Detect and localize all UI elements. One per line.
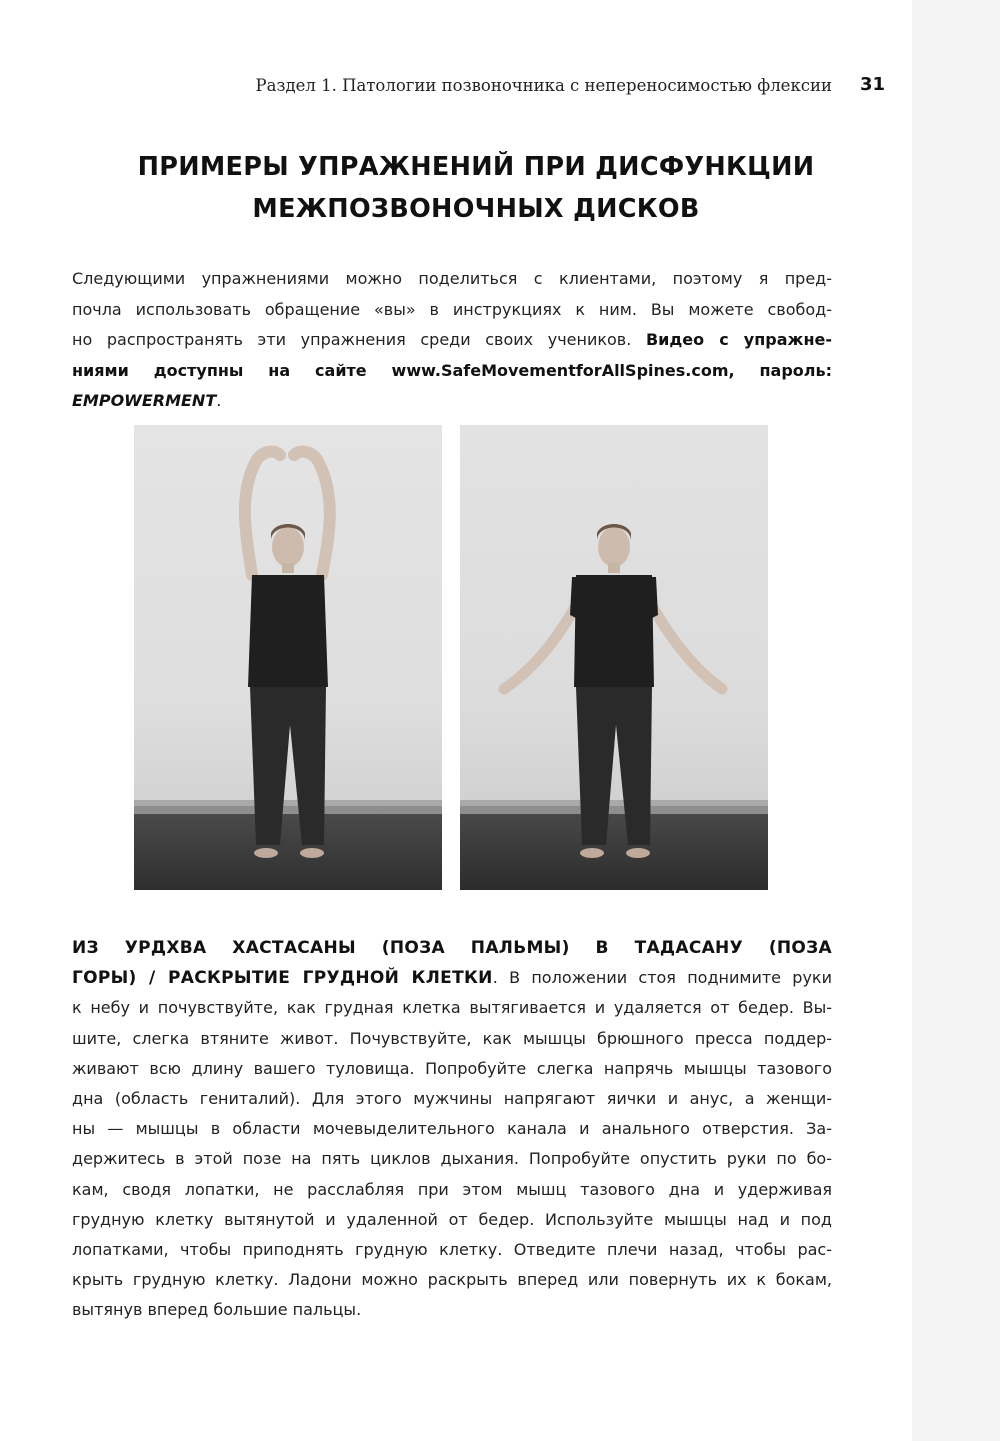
exercise-line: живают всю длину вашего туловища. Попробуйте слегка напрячь мышцы тазового (72, 1058, 832, 1078)
intro-period: . (216, 391, 222, 410)
exercise-line: ны — мышцы в области мочевыделительного канала и анального отверстия. За- (72, 1119, 832, 1139)
intro-line (72, 356, 832, 387)
exercise-line: кам, сводя лопатки, не расслабляя при этом мышц тазового дна и удерживая (72, 1179, 832, 1199)
exercise-line: шите, слегка втяните живот. Почувствуйте, как мышцы брюшного пресса поддер- (72, 1028, 832, 1048)
woman-arms-raised-icon (134, 425, 442, 890)
exercise-line: дна (область гениталий). Для этого мужчины напрягают яички и анус, а женщи- (72, 1088, 832, 1108)
photo-palm-pose (134, 425, 442, 890)
exercise-heading: ИЗ УРДХВА ХАСТАСАНЫ (ПОЗА ПАЛЬМЫ) В ТАДАСАНУ (ПОЗА (72, 938, 832, 958)
exercise-line: держитесь в этой позе на пять циклов дыхания. Попробуйте опустить руки по бо- (72, 1149, 832, 1169)
intro-line: Следующими упражнениями можно поделиться с клиентами, поэтому я пред- (72, 269, 832, 288)
exercise-line: вытянув вперед большие пальцы. (72, 1300, 362, 1320)
exercise-heading: ГОРЫ) / РАСКРЫТИЕ ГРУДНОЙ КЛЕТКИ (72, 968, 493, 989)
chapter-title-line-1: ПРИМЕРЫ УПРАЖНЕНИЙ ПРИ ДИСФУНКЦИИ (137, 152, 815, 182)
exercise-line (72, 933, 832, 963)
chapter-title (100, 146, 852, 230)
video-note-bold: Видео с упражне- (645, 330, 833, 349)
intro-line (72, 325, 832, 356)
intro-line (72, 386, 832, 417)
exercise-line: крыть грудную клетку. Ладони можно раскрыть вперед или повернуть их к бокам, (72, 1270, 832, 1290)
exercise-line: к небу и почувствуйте, как грудная клетка вытягивается и удаляется от бедер. Вы- (72, 998, 832, 1018)
woman-arms-open-icon (460, 425, 768, 890)
exercise-description (72, 933, 832, 1325)
exercise-line (72, 963, 832, 993)
exercise-text: . В положении стоя поднимите руки (492, 968, 832, 988)
video-note-bold: ниями доступны на сайте www.SafeMovementforAllSpines.com, пароль: (72, 360, 832, 380)
password-text: EMPOWERMENT (72, 391, 217, 410)
intro-paragraph (72, 264, 832, 417)
intro-text: но распространять эти упражнения среди своих учеников. (72, 330, 646, 349)
exercise-line: грудную клетку вытянутой и удаленной от бедер. Используйте мышцы над и под (72, 1209, 832, 1229)
chapter-title-line-2: МЕЖПОЗВОНОЧНЫХ ДИСКОВ (252, 194, 700, 224)
page-edge-strip (912, 0, 1000, 1441)
intro-line: почла использовать обращение «вы» в инструкциях к ним. Вы можете свобод- (72, 299, 832, 319)
photo-mountain-pose (460, 425, 768, 890)
exercise-line: лопатками, чтобы приподнять грудную клетку. Отведите плечи назад, чтобы рас- (72, 1239, 832, 1259)
running-header: Раздел 1. Патологии позвоночника с непереносимостью флексии (255, 76, 832, 95)
page-number: 31 (860, 74, 886, 95)
